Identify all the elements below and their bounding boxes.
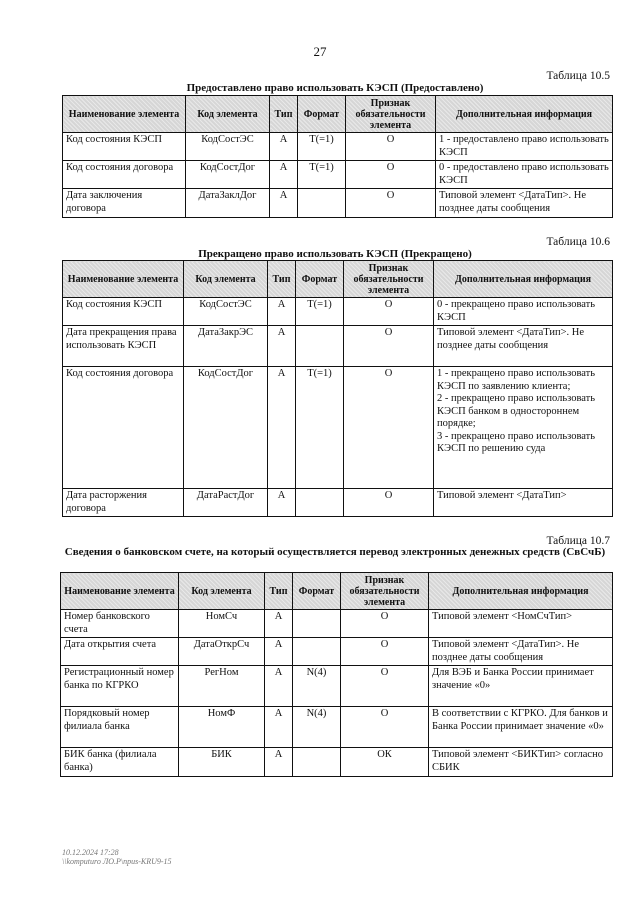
- cell-info: Для ВЭБ и Банка России принимает значение «0»: [429, 666, 613, 707]
- table-row: [63, 133, 613, 161]
- cell-code: ДатаОткрСч: [179, 638, 265, 666]
- table-10-7-caption: Таблица 10.7: [546, 535, 610, 547]
- header-name: Наименование элемента: [63, 96, 186, 133]
- cell-code: КодСостЭС: [186, 133, 270, 161]
- cell-info: Типовой элемент <ДатаТип>. Не позднее даты сообщения: [429, 638, 613, 666]
- cell-code: НомФ: [179, 707, 265, 748]
- cell-info: В соответствии с КГРКО. Для банков и Банка России принимает значение «0»: [429, 707, 613, 748]
- table-row: [61, 748, 613, 777]
- cell-name: Регистрационный номер банка по КГРКО: [61, 666, 179, 707]
- page-number: 27: [313, 44, 327, 59]
- header-format: Формат: [293, 573, 341, 610]
- cell-required: ОК: [341, 748, 429, 777]
- cell-type: A: [270, 161, 298, 189]
- cell-required: O: [346, 161, 436, 189]
- cell-required: O: [346, 189, 436, 218]
- cell-type: A: [268, 489, 296, 517]
- cell-info: 0 - предоставлено право использовать КЭСП: [436, 161, 613, 189]
- header-name: Наименование элемента: [61, 573, 179, 610]
- cell-name: Номер банковского счета: [61, 610, 179, 638]
- cell-code: КодСостЭС: [184, 298, 268, 326]
- cell-format: [298, 189, 346, 218]
- table-10-6-title: Прекращено право использовать КЭСП (Прекращено): [198, 248, 472, 260]
- cell-name: Код состояния договора: [63, 367, 184, 489]
- footer-path: \\komputuro ЛО.P\npus-KRU9-15: [62, 857, 172, 866]
- table-row: [63, 189, 613, 218]
- cell-type: A: [265, 707, 293, 748]
- cell-format: [293, 748, 341, 777]
- table-10-5-title: Предоставлено право использовать КЭСП (Предоставлено): [186, 82, 484, 94]
- cell-name: Дата открытия счета: [61, 638, 179, 666]
- cell-code: НомСч: [179, 610, 265, 638]
- cell-info: 0 - прекращено право использовать КЭСП: [434, 298, 613, 326]
- cell-required: O: [346, 133, 436, 161]
- table-10-5-caption: Таблица 10.5: [546, 70, 610, 82]
- cell-name: Код состояния договора: [63, 161, 186, 189]
- cell-required: O: [344, 298, 434, 326]
- cell-format: T(=1): [296, 298, 344, 326]
- cell-info: Типовой элемент <ДатаТип>. Не позднее даты сообщения: [434, 326, 613, 367]
- cell-type: A: [268, 326, 296, 367]
- header-required: Признак обязательности элемента: [341, 573, 429, 610]
- cell-name: Дата заключения договора: [63, 189, 186, 218]
- cell-format: [296, 489, 344, 517]
- cell-required: O: [341, 610, 429, 638]
- cell-type: A: [265, 666, 293, 707]
- cell-type: A: [265, 748, 293, 777]
- cell-type: A: [270, 189, 298, 218]
- header-type: Тип: [265, 573, 293, 610]
- header-type: Тип: [270, 96, 298, 133]
- cell-format: T(=1): [296, 367, 344, 489]
- header-code: Код элемента: [184, 261, 268, 298]
- cell-format: [293, 610, 341, 638]
- cell-required: O: [344, 367, 434, 489]
- table-10-6: [62, 260, 613, 517]
- cell-required: O: [341, 707, 429, 748]
- header-info: Дополнительная информация: [429, 573, 613, 610]
- table-row: [63, 161, 613, 189]
- cell-format: T(=1): [298, 133, 346, 161]
- cell-format: N(4): [293, 707, 341, 748]
- table-row: [63, 298, 613, 326]
- cell-name: Код состояния КЭСП: [63, 298, 184, 326]
- cell-info: 1 - прекращено право использовать КЭСП по заявлению клиента; 2 - прекращено право использовать КЭСП банком в одностороннем порядке; 3 - прекращено право использовать КЭСП по решению суда: [434, 367, 613, 489]
- cell-format: N(4): [293, 666, 341, 707]
- cell-name: Дата расторжения договора: [63, 489, 184, 517]
- cell-code: БИК: [179, 748, 265, 777]
- header-code: Код элемента: [179, 573, 265, 610]
- cell-name: Код состояния КЭСП: [63, 133, 186, 161]
- table-row: [61, 707, 613, 748]
- table-row: [63, 326, 613, 367]
- cell-type: A: [265, 610, 293, 638]
- table-10-6-caption: Таблица 10.6: [546, 236, 610, 248]
- cell-code: ДатаЗакрЭС: [184, 326, 268, 367]
- header-type: Тип: [268, 261, 296, 298]
- header-code: Код элемента: [186, 96, 270, 133]
- header-required: Признак обязательности элемента: [346, 96, 436, 133]
- cell-code: ДатаРастДог: [184, 489, 268, 517]
- cell-code: ДатаЗаклДог: [186, 189, 270, 218]
- table-10-5: [62, 95, 613, 218]
- header-format: Формат: [296, 261, 344, 298]
- table-row: [63, 367, 613, 489]
- cell-name: БИК банка (филиала банка): [61, 748, 179, 777]
- cell-name: Порядковый номер филиала банка: [61, 707, 179, 748]
- table-10-7-title: Сведения о банковском счете, на который осуществляется перевод электронных денежных средств (СвСчБ): [64, 546, 606, 558]
- table-row: [61, 638, 613, 666]
- header-info: Дополнительная информация: [434, 261, 613, 298]
- cell-type: A: [268, 298, 296, 326]
- header-required: Признак обязательности элемента: [344, 261, 434, 298]
- cell-required: O: [341, 666, 429, 707]
- cell-info: 1 - предоставлено право использовать КЭСП: [436, 133, 613, 161]
- cell-info: Типовой элемент <ДатаТип>. Не позднее даты сообщения: [436, 189, 613, 218]
- table-row: [61, 610, 613, 638]
- cell-code: КодСостДог: [186, 161, 270, 189]
- table-10-7: [60, 572, 613, 777]
- cell-code: КодСостДог: [184, 367, 268, 489]
- cell-required: O: [341, 638, 429, 666]
- cell-format: [293, 638, 341, 666]
- header-format: Формат: [298, 96, 346, 133]
- table-row: [61, 666, 613, 707]
- cell-format: [296, 326, 344, 367]
- cell-code: РегНом: [179, 666, 265, 707]
- cell-type: A: [268, 367, 296, 489]
- cell-name: Дата прекращения права использовать КЭСП: [63, 326, 184, 367]
- cell-type: A: [265, 638, 293, 666]
- cell-required: O: [344, 326, 434, 367]
- cell-info: Типовой элемент <ДатаТип>: [434, 489, 613, 517]
- table-row: [63, 489, 613, 517]
- cell-info: Типовой элемент <БИКТип> согласно СБИК: [429, 748, 613, 777]
- cell-info: Типовой элемент <НомСчТип>: [429, 610, 613, 638]
- cell-type: A: [270, 133, 298, 161]
- header-name: Наименование элемента: [63, 261, 184, 298]
- cell-format: T(=1): [298, 161, 346, 189]
- footer-timestamp: 10.12.2024 17:28: [62, 848, 119, 857]
- header-info: Дополнительная информация: [436, 96, 613, 133]
- cell-required: O: [344, 489, 434, 517]
